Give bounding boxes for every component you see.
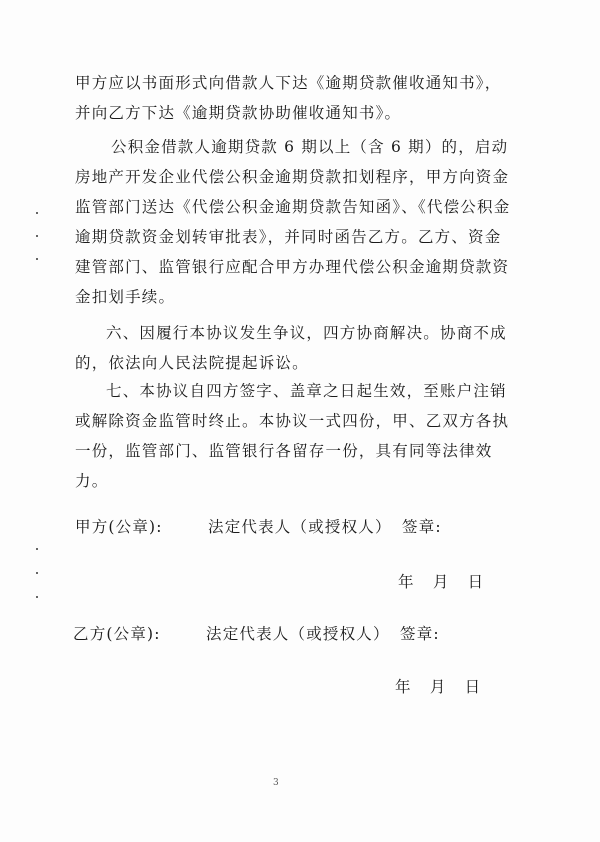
party-b-representative: 法定代表人（或授权人） [206, 625, 390, 643]
notice-line-2: 并向乙方下达《逾期贷款协助催收通知书》。 [75, 104, 402, 122]
party-a-date: 年 月 日 [398, 573, 485, 591]
dispute-clause: 六、因履行本协议发生争议，四方协商解决。协商不成的，依法向人民法院提起诉讼。 [75, 324, 507, 372]
party-b-label: 乙方(公章): [73, 625, 161, 643]
scan-mark [36, 212, 38, 214]
notice-line-1: 甲方应以书面形式向借款人下达《逾期贷款催收通知书》， [75, 74, 502, 92]
scan-mark [36, 548, 38, 550]
page-number: 3 [273, 778, 279, 788]
party-b-date: 年 月 日 [395, 678, 482, 696]
scan-mark [36, 596, 38, 598]
party-a-sign: 签章: [402, 518, 442, 536]
scan-mark [36, 572, 38, 574]
effectiveness-clause: 七、本协议自四方签字、盖章之日起生效，至账户注销或解除资金监管时终止。本协议一式四份，甲、乙双方各执一份，监管部门、监管银行各留存一份，具有同等法律效力。 [75, 382, 510, 490]
scan-mark [36, 235, 38, 237]
party-a-label: 甲方(公章): [75, 518, 163, 536]
scan-mark [36, 258, 38, 260]
party-a-representative: 法定代表人（或授权人） [208, 518, 392, 536]
overdue-compensation-paragraph: 公积金借款人逾期贷款 6 期以上（含 6 期）的，启动房地产开发企业代偿公积金逾期贷款扣划程序，甲方向资金监管部门送达《代偿公积金逾期贷款告知函》、《代偿公积金逾期贷款资金划转审批表》，并同时函告乙方。乙方、资金建管部门、监管银行应配合甲方办理代偿公积金逾期贷款资金扣划手续。 [75, 138, 511, 306]
party-b-sign: 签章: [400, 625, 440, 643]
